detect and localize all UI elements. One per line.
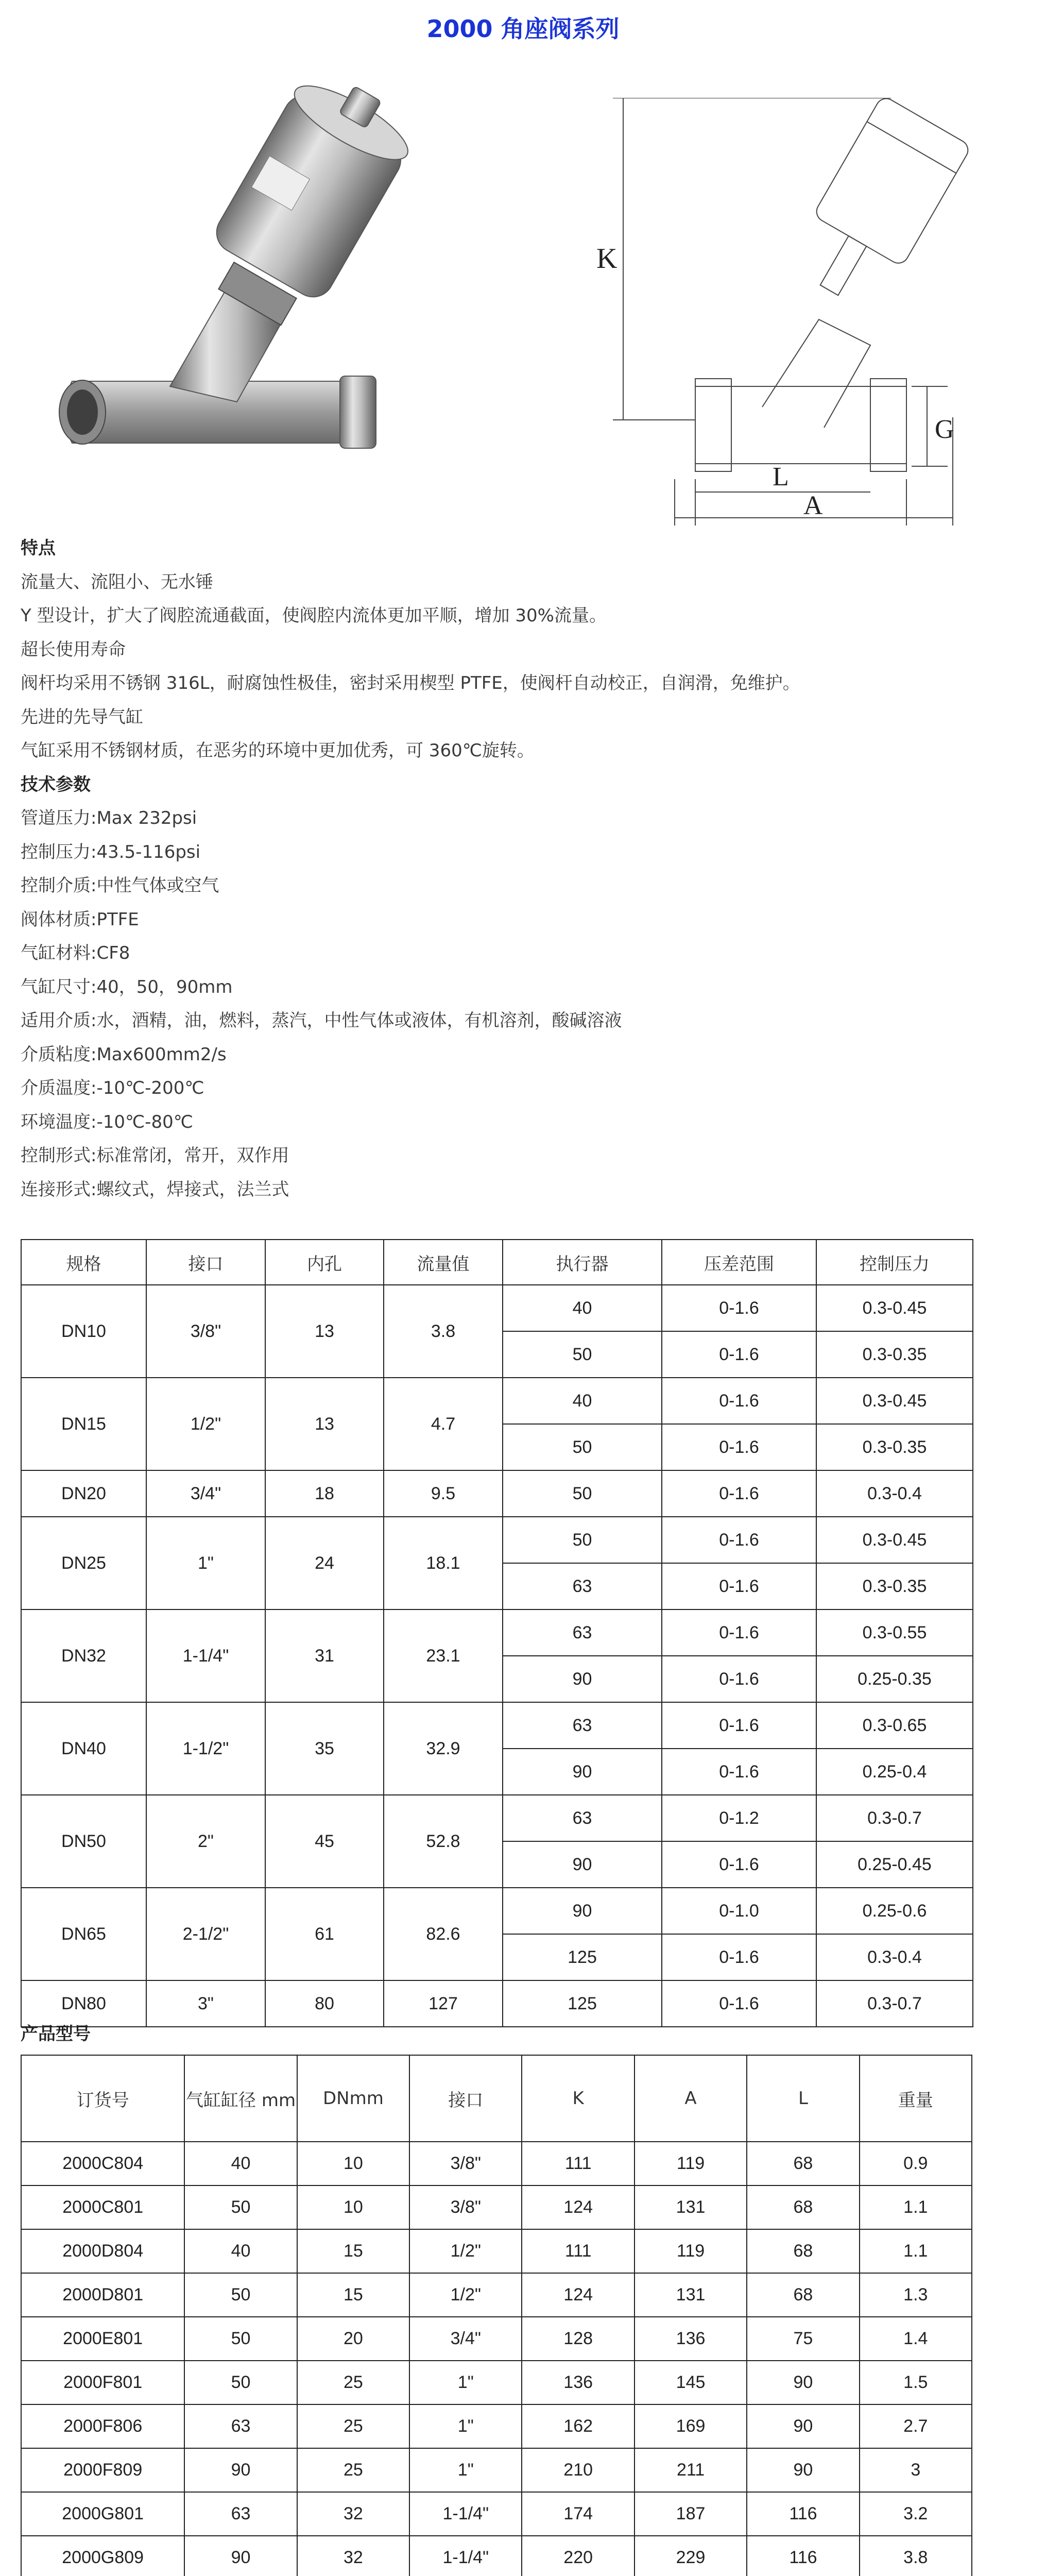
spec-cell-actuator: 40 bbox=[503, 1285, 662, 1331]
model-cell: 220 bbox=[522, 2536, 634, 2576]
spec-cell-pressure-range: 0-1.6 bbox=[662, 1609, 816, 1656]
feature-line: 气缸采用不锈钢材质，在恶劣的环境中更加优秀，可 360℃旋转。 bbox=[21, 740, 535, 761]
spec-cell-pressure-range: 0-1.6 bbox=[662, 1841, 816, 1888]
spec-cell-flow: 3.8 bbox=[384, 1285, 503, 1378]
model-cell: 211 bbox=[635, 2448, 747, 2492]
spec-cell-pressure-range: 0-1.6 bbox=[662, 1331, 816, 1378]
spec-table bbox=[21, 1239, 973, 2027]
model-table-row bbox=[21, 2361, 972, 2404]
model-cell: 2000C804 bbox=[21, 2142, 184, 2185]
model-cell: 25 bbox=[297, 2448, 409, 2492]
model-cell: 15 bbox=[297, 2273, 409, 2317]
model-cell: 1/2" bbox=[409, 2273, 522, 2317]
spec-cell-port: 1-1/2" bbox=[146, 1702, 265, 1795]
spec-cell-control-pressure: 0.3-0.4 bbox=[816, 1470, 973, 1517]
model-table-row bbox=[21, 2142, 972, 2185]
model-cell: 1" bbox=[409, 2404, 522, 2448]
model-cell: 136 bbox=[522, 2361, 634, 2404]
tech-params-list bbox=[21, 802, 1030, 1207]
features-list bbox=[21, 566, 1030, 768]
tech-param-label: 介质粘度: bbox=[21, 1044, 97, 1065]
model-cell: 50 bbox=[184, 2185, 297, 2229]
spec-header-cell: 压差范围 bbox=[662, 1240, 816, 1285]
spec-table-row bbox=[21, 1888, 973, 1934]
dimension-label-l: L bbox=[773, 462, 789, 492]
model-cell: 136 bbox=[635, 2317, 747, 2361]
spec-cell-bore: 80 bbox=[265, 1980, 384, 2027]
model-cell: 50 bbox=[184, 2361, 297, 2404]
model-cell: 131 bbox=[635, 2273, 747, 2317]
tech-param-label: 适用介质: bbox=[21, 1010, 97, 1031]
model-cell: 90 bbox=[747, 2448, 859, 2492]
spec-cell-control-pressure: 0.25-0.35 bbox=[816, 1656, 973, 1702]
model-cell: 1" bbox=[409, 2448, 522, 2492]
spec-table-row bbox=[21, 1980, 973, 2027]
spec-cell-pressure-range: 0-1.6 bbox=[662, 1378, 816, 1424]
tech-heading: 技术参数 bbox=[21, 774, 91, 795]
spec-cell-pressure-range: 0-1.6 bbox=[662, 1749, 816, 1795]
tech-param-value: Max600mm2/s bbox=[96, 1044, 227, 1065]
model-cell: 119 bbox=[635, 2142, 747, 2185]
tech-param-label: 控制介质: bbox=[21, 875, 97, 896]
model-cell: 187 bbox=[635, 2492, 747, 2536]
spec-cell-bore: 13 bbox=[265, 1378, 384, 1470]
model-cell: 50 bbox=[184, 2317, 297, 2361]
model-table-row bbox=[21, 2404, 972, 2448]
model-cell: 32 bbox=[297, 2492, 409, 2536]
spec-cell-pressure-range: 0-1.0 bbox=[662, 1888, 816, 1934]
model-cell: 145 bbox=[635, 2361, 747, 2404]
spec-cell-actuator: 63 bbox=[503, 1795, 662, 1841]
tech-param-value: -10℃-200℃ bbox=[96, 1078, 204, 1098]
model-cell: 75 bbox=[747, 2317, 859, 2361]
spec-cell-pressure-range: 0-1.6 bbox=[662, 1470, 816, 1517]
spec-cell-spec: DN25 bbox=[21, 1517, 146, 1609]
spec-cell-control-pressure: 0.3-0.45 bbox=[816, 1285, 973, 1331]
spec-header-cell: 接口 bbox=[146, 1240, 265, 1285]
spec-cell-control-pressure: 0.3-0.35 bbox=[816, 1563, 973, 1609]
tech-param-label: 气缸尺寸: bbox=[21, 976, 97, 997]
model-header-cell: K bbox=[522, 2055, 634, 2142]
spec-cell-control-pressure: 0.25-0.45 bbox=[816, 1841, 973, 1888]
spec-cell-flow: 4.7 bbox=[384, 1378, 503, 1470]
model-cell: 131 bbox=[635, 2185, 747, 2229]
spec-cell-spec: DN32 bbox=[21, 1609, 146, 1702]
spec-cell-control-pressure: 0.3-0.45 bbox=[816, 1517, 973, 1563]
model-cell: 20 bbox=[297, 2317, 409, 2361]
model-cell: 2000G809 bbox=[21, 2536, 184, 2576]
spec-cell-port: 3" bbox=[146, 1980, 265, 2027]
spec-cell-spec: DN40 bbox=[21, 1702, 146, 1795]
tech-param-value: PTFE bbox=[96, 909, 139, 930]
feature-line: 流量大、流阻小、无水锤 bbox=[21, 571, 213, 592]
spec-cell-bore: 24 bbox=[265, 1517, 384, 1609]
tech-param-label: 控制形式: bbox=[21, 1145, 97, 1166]
model-cell: 1.5 bbox=[860, 2361, 972, 2404]
model-cell: 63 bbox=[184, 2492, 297, 2536]
spec-cell-port: 3/4" bbox=[146, 1470, 265, 1517]
model-cell: 0.9 bbox=[860, 2142, 972, 2185]
spec-cell-spec: DN15 bbox=[21, 1378, 146, 1470]
spec-cell-port: 2-1/2" bbox=[146, 1888, 265, 1980]
spec-cell-actuator: 90 bbox=[503, 1888, 662, 1934]
spec-header-cell: 流量值 bbox=[384, 1240, 503, 1285]
feature-line: 超长使用寿命 bbox=[21, 639, 126, 660]
tech-param-label: 连接形式: bbox=[21, 1179, 97, 1200]
spec-cell-spec: DN20 bbox=[21, 1470, 146, 1517]
model-cell: 68 bbox=[747, 2273, 859, 2317]
spec-cell-spec: DN80 bbox=[21, 1980, 146, 2027]
spec-cell-flow: 23.1 bbox=[384, 1609, 503, 1702]
spec-cell-bore: 45 bbox=[265, 1795, 384, 1888]
spec-cell-control-pressure: 0.3-0.7 bbox=[816, 1795, 973, 1841]
spec-table-row bbox=[21, 1609, 973, 1656]
model-cell: 3.2 bbox=[860, 2492, 972, 2536]
tech-param-value: Max 232psi bbox=[96, 808, 197, 828]
model-header-cell: 订货号 bbox=[21, 2055, 184, 2142]
model-cell: 124 bbox=[522, 2273, 634, 2317]
spec-cell-pressure-range: 0-1.6 bbox=[662, 1563, 816, 1609]
model-cell: 119 bbox=[635, 2229, 747, 2273]
valve-product-photo bbox=[52, 62, 464, 505]
spec-cell-actuator: 63 bbox=[503, 1563, 662, 1609]
spec-cell-actuator: 125 bbox=[503, 1980, 662, 2027]
model-cell: 40 bbox=[184, 2142, 297, 2185]
spec-cell-pressure-range: 0-1.6 bbox=[662, 1702, 816, 1749]
spec-cell-bore: 18 bbox=[265, 1470, 384, 1517]
spec-cell-pressure-range: 0-1.6 bbox=[662, 1424, 816, 1470]
model-table-row bbox=[21, 2536, 972, 2576]
tech-param-row bbox=[21, 971, 1030, 1005]
model-cell: 10 bbox=[297, 2142, 409, 2185]
model-cell: 1.1 bbox=[860, 2185, 972, 2229]
model-cell: 2000F806 bbox=[21, 2404, 184, 2448]
spec-cell-flow: 52.8 bbox=[384, 1795, 503, 1888]
model-cell: 1-1/4" bbox=[409, 2536, 522, 2576]
model-header-cell: DNmm bbox=[297, 2055, 409, 2142]
spec-cell-actuator: 125 bbox=[503, 1934, 662, 1980]
spec-table-row bbox=[21, 1378, 973, 1424]
model-cell: 1" bbox=[409, 2361, 522, 2404]
model-table bbox=[21, 2055, 972, 2576]
spec-header-cell: 内孔 bbox=[265, 1240, 384, 1285]
model-cell: 111 bbox=[522, 2142, 634, 2185]
model-cell: 162 bbox=[522, 2404, 634, 2448]
model-cell: 25 bbox=[297, 2361, 409, 2404]
model-cell: 210 bbox=[522, 2448, 634, 2492]
tech-param-label: 气缸材料: bbox=[21, 943, 97, 963]
model-cell: 3/4" bbox=[409, 2317, 522, 2361]
model-cell: 124 bbox=[522, 2185, 634, 2229]
tech-param-label: 阀体材质: bbox=[21, 909, 97, 930]
spec-cell-actuator: 90 bbox=[503, 1749, 662, 1795]
tech-param-label: 管道压力: bbox=[21, 808, 97, 828]
tech-param-row bbox=[21, 802, 1030, 836]
feature-line: Y 型设计，扩大了阀腔流通截面，使阀腔内流体更加平顺，增加 30%流量。 bbox=[21, 605, 607, 626]
model-header-cell: 接口 bbox=[409, 2055, 522, 2142]
spec-cell-flow: 32.9 bbox=[384, 1702, 503, 1795]
model-cell: 169 bbox=[635, 2404, 747, 2448]
spec-cell-control-pressure: 0.3-0.45 bbox=[816, 1378, 973, 1424]
model-cell: 68 bbox=[747, 2229, 859, 2273]
spec-cell-control-pressure: 0.3-0.4 bbox=[816, 1934, 973, 1980]
spec-cell-bore: 13 bbox=[265, 1285, 384, 1378]
spec-cell-spec: DN10 bbox=[21, 1285, 146, 1378]
model-table-row bbox=[21, 2273, 972, 2317]
spec-cell-port: 2" bbox=[146, 1795, 265, 1888]
tech-param-value: -10℃-80℃ bbox=[96, 1111, 193, 1132]
model-cell: 3/8" bbox=[409, 2142, 522, 2185]
features-heading: 特点 bbox=[21, 538, 56, 558]
spec-cell-flow: 18.1 bbox=[384, 1517, 503, 1609]
model-cell: 50 bbox=[184, 2273, 297, 2317]
spec-table-row bbox=[21, 1517, 973, 1563]
spec-cell-actuator: 50 bbox=[503, 1517, 662, 1563]
model-cell: 15 bbox=[297, 2229, 409, 2273]
model-cell: 68 bbox=[747, 2185, 859, 2229]
model-cell: 116 bbox=[747, 2492, 859, 2536]
tech-param-value: 中性气体或空气 bbox=[96, 875, 219, 896]
spec-header-cell: 控制压力 bbox=[816, 1240, 973, 1285]
model-cell: 1.3 bbox=[860, 2273, 972, 2317]
spec-cell-actuator: 50 bbox=[503, 1470, 662, 1517]
spec-cell-bore: 31 bbox=[265, 1609, 384, 1702]
tech-param-row bbox=[21, 869, 1030, 903]
tech-param-label: 环境温度: bbox=[21, 1111, 97, 1132]
spec-cell-control-pressure: 0.25-0.6 bbox=[816, 1888, 973, 1934]
feature-line: 先进的先导气缸 bbox=[21, 706, 143, 727]
spec-cell-pressure-range: 0-1.2 bbox=[662, 1795, 816, 1841]
spec-cell-pressure-range: 0-1.6 bbox=[662, 1934, 816, 1980]
tech-param-row bbox=[21, 937, 1030, 971]
model-cell: 32 bbox=[297, 2536, 409, 2576]
spec-table-header-row bbox=[21, 1240, 973, 1285]
spec-cell-actuator: 90 bbox=[503, 1841, 662, 1888]
model-cell: 1.1 bbox=[860, 2229, 972, 2273]
model-cell: 2000C801 bbox=[21, 2185, 184, 2229]
tech-param-label: 控制压力: bbox=[21, 841, 97, 862]
tech-param-row bbox=[21, 1106, 1030, 1140]
model-cell: 1-1/4" bbox=[409, 2492, 522, 2536]
spec-cell-control-pressure: 0.3-0.35 bbox=[816, 1424, 973, 1470]
spec-cell-spec: DN65 bbox=[21, 1888, 146, 1980]
tech-param-value: 40，50，90mm bbox=[96, 976, 233, 997]
model-cell: 229 bbox=[635, 2536, 747, 2576]
spec-cell-pressure-range: 0-1.6 bbox=[662, 1517, 816, 1563]
spec-cell-port: 3/8" bbox=[146, 1285, 265, 1378]
model-cell: 2.7 bbox=[860, 2404, 972, 2448]
model-cell: 3/8" bbox=[409, 2185, 522, 2229]
dimension-label-g: G bbox=[935, 415, 954, 444]
spec-cell-actuator: 63 bbox=[503, 1609, 662, 1656]
models-heading: 产品型号 bbox=[21, 2024, 91, 2044]
spec-header-cell: 规格 bbox=[21, 1240, 146, 1285]
spec-cell-bore: 61 bbox=[265, 1888, 384, 1980]
dimension-label-a: A bbox=[803, 491, 823, 520]
spec-cell-actuator: 63 bbox=[503, 1702, 662, 1749]
tech-param-row bbox=[21, 1139, 1030, 1173]
model-cell: 90 bbox=[747, 2361, 859, 2404]
model-header-cell: A bbox=[635, 2055, 747, 2142]
spec-cell-port: 1/2" bbox=[146, 1378, 265, 1470]
spec-table-row bbox=[21, 1795, 973, 1841]
model-cell: 2000D804 bbox=[21, 2229, 184, 2273]
spec-cell-control-pressure: 0.3-0.55 bbox=[816, 1609, 973, 1656]
spec-cell-pressure-range: 0-1.6 bbox=[662, 1285, 816, 1331]
spec-cell-port: 1" bbox=[146, 1517, 265, 1609]
spec-table-row bbox=[21, 1702, 973, 1749]
spec-cell-flow: 9.5 bbox=[384, 1470, 503, 1517]
spec-cell-actuator: 50 bbox=[503, 1331, 662, 1378]
model-cell: 1.4 bbox=[860, 2317, 972, 2361]
tech-param-value: CF8 bbox=[96, 943, 130, 963]
tech-param-row bbox=[21, 1004, 1030, 1038]
tech-param-value: 水，酒精，油，燃料，蒸汽，中性气体或液体，有机溶剂，酸碱溶液 bbox=[96, 1010, 622, 1031]
model-cell: 68 bbox=[747, 2142, 859, 2185]
model-header-cell: L bbox=[747, 2055, 859, 2142]
model-cell: 63 bbox=[184, 2404, 297, 2448]
model-cell: 111 bbox=[522, 2229, 634, 2273]
spec-header-cell: 执行器 bbox=[503, 1240, 662, 1285]
model-cell: 10 bbox=[297, 2185, 409, 2229]
spec-cell-control-pressure: 0.25-0.4 bbox=[816, 1749, 973, 1795]
model-table-row bbox=[21, 2317, 972, 2361]
model-table-row bbox=[21, 2492, 972, 2536]
spec-cell-control-pressure: 0.3-0.7 bbox=[816, 1980, 973, 2027]
model-table-row bbox=[21, 2185, 972, 2229]
tech-param-row bbox=[21, 1173, 1030, 1207]
tech-param-value: 43.5-116psi bbox=[96, 841, 201, 862]
model-cell: 2000F809 bbox=[21, 2448, 184, 2492]
model-cell: 2000D801 bbox=[21, 2273, 184, 2317]
model-cell: 174 bbox=[522, 2492, 634, 2536]
model-table-row bbox=[21, 2448, 972, 2492]
model-table-row bbox=[21, 2229, 972, 2273]
spec-cell-spec: DN50 bbox=[21, 1795, 146, 1888]
tech-param-label: 介质温度: bbox=[21, 1078, 97, 1098]
feature-line: 阀杆均采用不锈钢 316L，耐腐蚀性极佳，密封采用楔型 PTFE，使阀杆自动校正，自润滑，免维护。 bbox=[21, 673, 800, 693]
model-cell: 3 bbox=[860, 2448, 972, 2492]
tech-param-row bbox=[21, 1038, 1030, 1072]
spec-cell-actuator: 50 bbox=[503, 1424, 662, 1470]
model-header-cell: 重量 bbox=[860, 2055, 972, 2142]
model-cell: 90 bbox=[184, 2448, 297, 2492]
model-cell: 2000G801 bbox=[21, 2492, 184, 2536]
model-table-header-row bbox=[21, 2055, 972, 2142]
tech-param-value: 标准常闭，常开，双作用 bbox=[96, 1145, 289, 1166]
model-cell: 40 bbox=[184, 2229, 297, 2273]
spec-cell-pressure-range: 0-1.6 bbox=[662, 1656, 816, 1702]
spec-cell-control-pressure: 0.3-0.65 bbox=[816, 1702, 973, 1749]
model-header-cell: 气缸缸径 mm bbox=[184, 2055, 297, 2142]
spec-cell-flow: 127 bbox=[384, 1980, 503, 2027]
tech-param-value: 螺纹式，焊接式，法兰式 bbox=[96, 1179, 289, 1200]
spec-cell-actuator: 90 bbox=[503, 1656, 662, 1702]
model-cell: 1/2" bbox=[409, 2229, 522, 2273]
dimension-drawing bbox=[592, 98, 1015, 526]
description-section bbox=[21, 532, 1030, 1207]
spec-cell-pressure-range: 0-1.6 bbox=[662, 1980, 816, 2027]
model-cell: 128 bbox=[522, 2317, 634, 2361]
spec-cell-flow: 82.6 bbox=[384, 1888, 503, 1980]
tech-param-row bbox=[21, 836, 1030, 870]
dimension-label-k: K bbox=[596, 243, 618, 275]
spec-table-row bbox=[21, 1470, 973, 1517]
spec-table-row bbox=[21, 1285, 973, 1331]
tech-param-row bbox=[21, 903, 1030, 937]
model-cell: 2000E801 bbox=[21, 2317, 184, 2361]
model-cell: 3.8 bbox=[860, 2536, 972, 2576]
model-cell: 2000F801 bbox=[21, 2361, 184, 2404]
spec-cell-actuator: 40 bbox=[503, 1378, 662, 1424]
spec-cell-port: 1-1/4" bbox=[146, 1609, 265, 1702]
model-cell: 116 bbox=[747, 2536, 859, 2576]
model-cell: 25 bbox=[297, 2404, 409, 2448]
spec-cell-bore: 35 bbox=[265, 1702, 384, 1795]
spec-cell-control-pressure: 0.3-0.35 bbox=[816, 1331, 973, 1378]
page-title: 2000 角座阀系列 bbox=[426, 15, 620, 43]
tech-param-row bbox=[21, 1072, 1030, 1106]
model-cell: 90 bbox=[184, 2536, 297, 2576]
model-cell: 90 bbox=[747, 2404, 859, 2448]
